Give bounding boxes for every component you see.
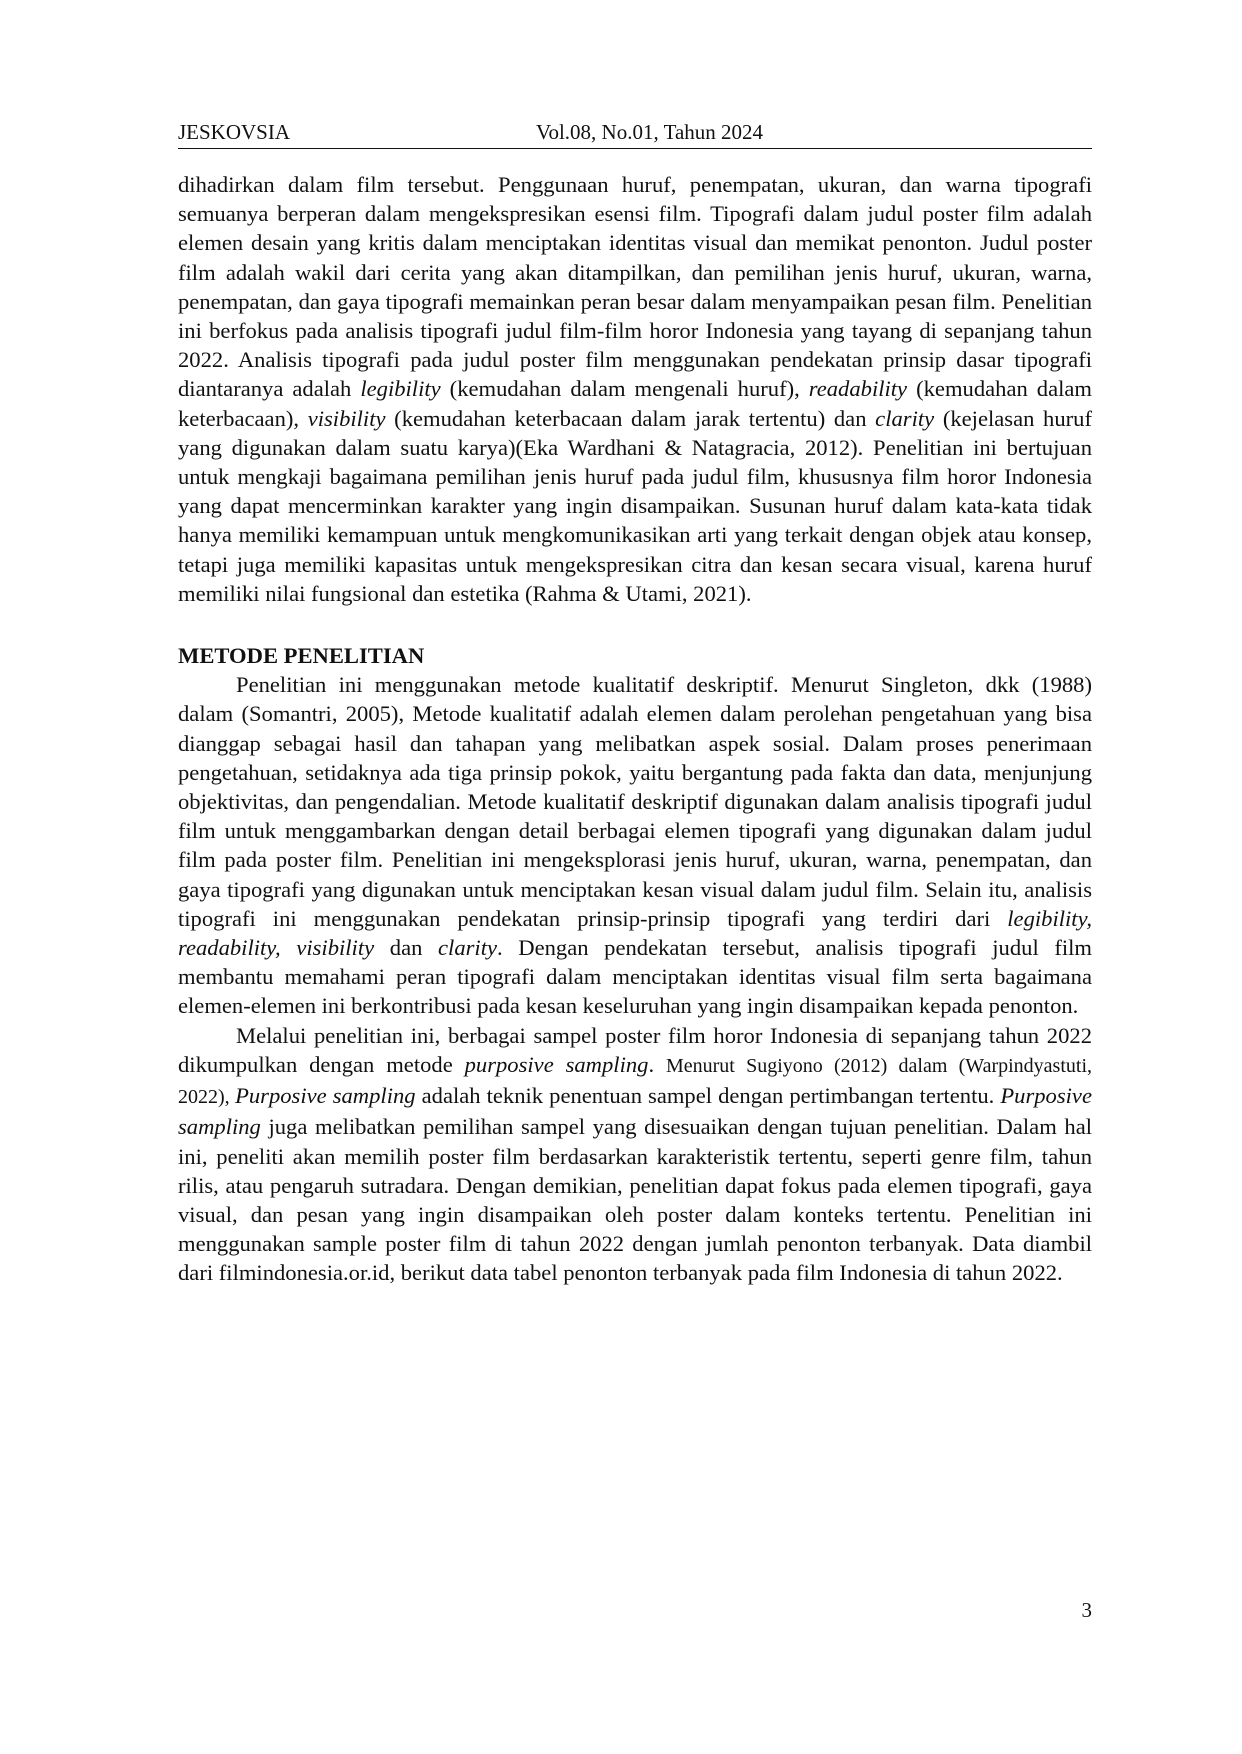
- term-readability: readability: [808, 376, 908, 402]
- term-legibility: legibility: [360, 376, 441, 402]
- text-run: Melalui penelitian ini, berbagai sampel poster film horor Indonesia di sepanjang tahun 2022 dikumpulkan dengan metode: [178, 1022, 1092, 1077]
- method-paragraph-1: [178, 670, 1092, 1020]
- term-visibility: visibility: [307, 405, 386, 431]
- text-run: juga melibatkan pemilihan sampel yang disesuaikan dengan tujuan penelitian. Dalam hal ini, peneliti akan memilih poster film berdasarkan karakteristik tertentu, seperti genre film, tahun rilis, atau pengaruh sutradara. Dengan demikian, penelitian dapat fokus pada elemen tipografi, gaya visual, dan pesan yang ingin disampaikan oleh poster dalam konteks tertentu. Penelitian ini menggunakan sample poster film di tahun 2022 dengan jumlah penonton terbanyak. Data diambil dari filmindonesia.or.id, berikut data tabel penonton terbanyak pada film Indonesia di tahun 2022.: [178, 1114, 1092, 1286]
- term-purposive-sampling: purposive sampling: [464, 1051, 649, 1077]
- term-purposive-sampling: Purposive sampling: [235, 1083, 416, 1109]
- body-text: [178, 170, 1092, 1288]
- text-run: Penelitian ini menggunakan metode kualitatif deskriptif. Menurut Singleton, dkk (1988) dalam (Somantri, 2005), Metode kualitatif adalah elemen dalam perolehan pengetahuan yang bisa dianggap sebagai hasil dan tahapan yang melibatkan aspek sosial. Dalam proses penerimaan pengetahuan, setidaknya ada tiga prinsip pokok, yaitu bergantung pada fakta dan data, menjunjung objektivitas, dan pengendalian. Metode kualitatif deskriptif digunakan dalam analisis tipografi judul film untuk menggambarkan dengan detail berbagai elemen tipografi yang digunakan dalam judul film pada poster film. Penelitian ini mengeksplorasi jenis huruf, ukuran, warna, penempatan, dan gaya tipografi yang digunakan untuk menciptakan kesan visual dalam judul film. Selain itu, analisis tipografi ini menggunakan pendekatan prinsip-prinsip tipografi yang terdiri dari: [178, 672, 1092, 931]
- text-run: (kemudahan dalam keterbacaan),: [178, 376, 1092, 431]
- term-clarity: clarity: [875, 405, 935, 431]
- text-run: .: [648, 1051, 666, 1077]
- journal-name: JESKOVSIA: [178, 120, 291, 144]
- text-run: dihadirkan dalam film tersebut. Penggunaan huruf, penempatan, ukuran, dan warna tipografi semuanya berperan dalam mengekspresikan esensi film. Tipografi dalam judul poster film adalah elemen desain yang kritis dalam menciptakan identitas visual dan memikat penonton. Judul poster film adalah wakil dari cerita yang akan ditampilkan, dan pemilihan jenis huruf, ukuran, warna, penempatan, dan gaya tipografi memainkan peran besar dalam menyampaikan pesan film. Penelitian ini berfokus pada analisis tipografi judul film-film horor Indonesia yang tayang di sepanjang tahun 2022. Analisis tipografi pada judul poster film menggunakan pendekatan prinsip dasar tipografi diantaranya adalah: [178, 172, 1092, 402]
- method-paragraph-2: [178, 1021, 1092, 1288]
- text-run: adalah teknik penentuan sampel dengan pertimbangan tertentu.: [415, 1083, 1001, 1109]
- intro-paragraph: [178, 170, 1092, 608]
- text-run: dan: [374, 935, 439, 961]
- citation-run: Menurut Sugiyono (2012) dalam (Warpindyastuti, 2022),: [178, 1054, 1092, 1109]
- text-run: (kejelasan huruf yang digunakan dalam suatu karya)(Eka Wardhani & Natagracia, 2012). Penelitian ini bertujuan untuk mengkaji bagaimana pemilihan jenis huruf pada judul film, khususnya film horor Indonesia yang dapat mencerminkan karakter yang ingin disampaikan. Susunan huruf dalam kata-kata tidak hanya memiliki kemampuan untuk mengkomunikasikan arti yang terkait dengan objek atau konsep, tetapi juga memiliki kapasitas untuk mengekspresikan citra dan kesan secara visual, karena huruf memiliki nilai fungsional dan estetika (Rahma & Utami, 2021).: [178, 405, 1092, 606]
- text-run: (kemudahan keterbacaan dalam jarak tertentu) dan: [385, 405, 876, 431]
- term-clarity: clarity: [438, 935, 498, 961]
- text-run: (kemudahan dalam mengenali huruf),: [440, 376, 809, 402]
- running-header: [178, 120, 1092, 149]
- text-run: . Dengan pendekatan tersebut, analisis tipografi judul film membantu memahami peran tipografi dalam menciptakan identitas visual film serta bagaimana elemen-elemen ini berkontribusi pada kesan keseluruhan yang ingin disampaikan kepada penonton.: [178, 935, 1093, 1019]
- term-purposive-sampling: Purposive sampling: [178, 1083, 1092, 1140]
- page-number: 3: [1081, 1598, 1092, 1622]
- journal-volume: Vol.08, No.01, Tahun 2024: [536, 120, 764, 144]
- section-heading: METODE PENELITIAN: [178, 643, 425, 669]
- term-principles: legibility, readability, visibility: [178, 905, 1092, 961]
